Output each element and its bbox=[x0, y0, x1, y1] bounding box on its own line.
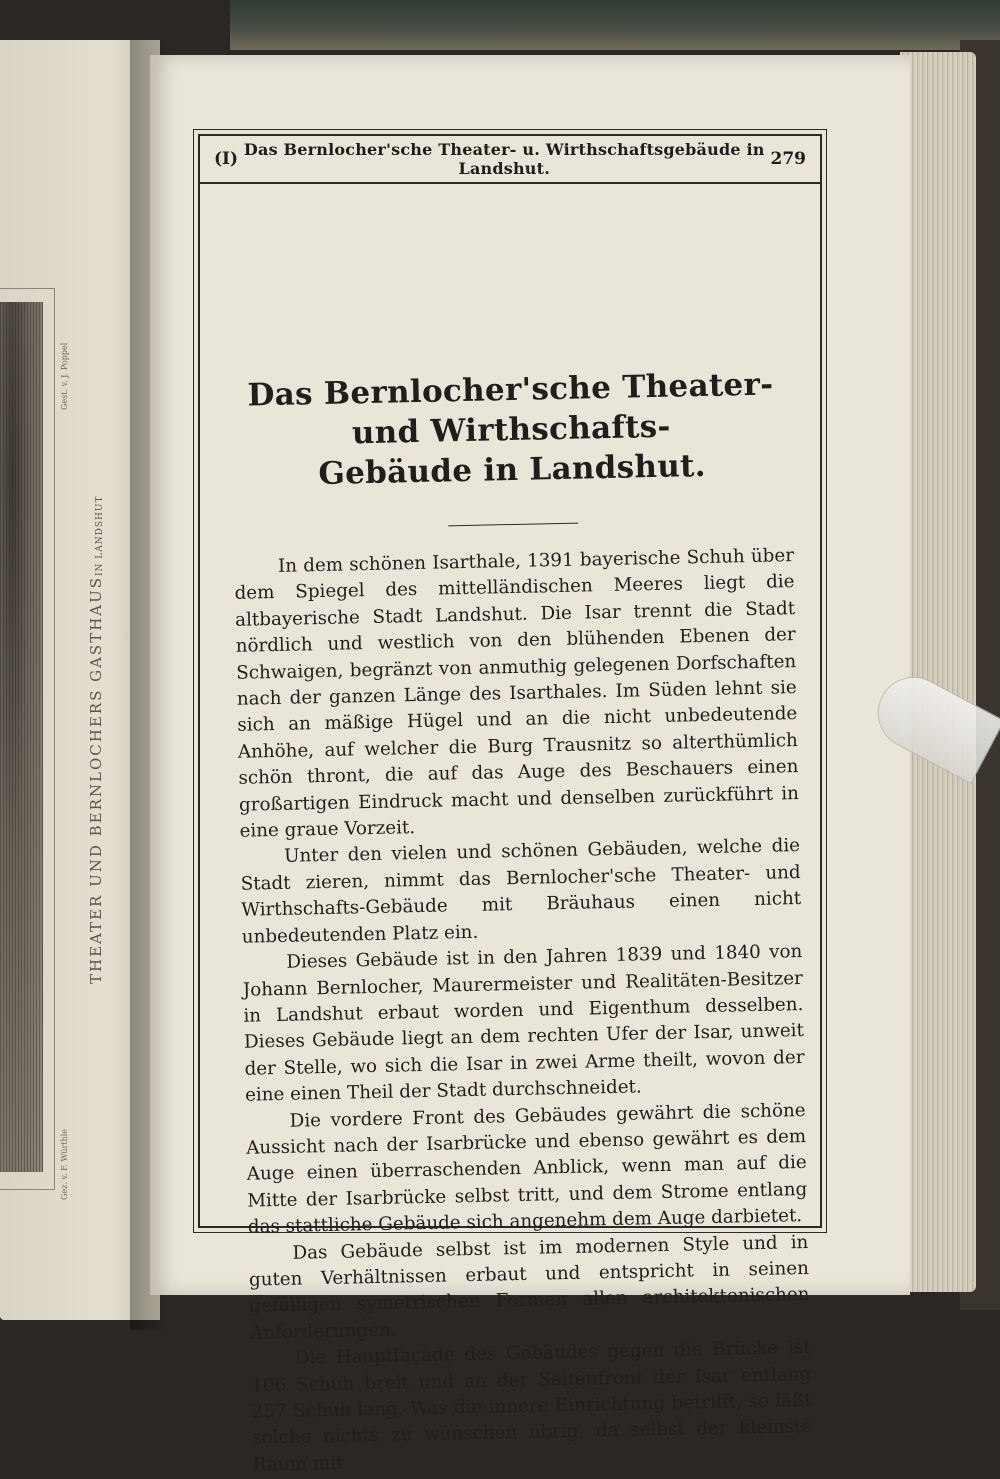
page-number: 279 bbox=[770, 149, 806, 169]
running-head-title: Das Bernlocher'sche Theater- u. Wirthschaftsgebäude in Landshut. bbox=[243, 140, 765, 178]
page-edges bbox=[900, 52, 976, 1292]
paragraph: Unter den vielen und schönen Gebäuden, welche die Stadt zieren, nimmt das Bernlocher'sche Theater- und Wirthschafts-Gebäude mit Bräuhaus einen nicht unbedeutenden Platz ein. bbox=[240, 835, 802, 948]
paragraph: Die vordere Front des Gebäudes gewährt die schöne Aussicht nach der Isarbrücke und ebenso gewährt es dem Auge einen überraschenden Anblick, wenn man auf die Mitte der Isarbrücke selbst tritt, und dem Strome entlang das stattliche Gebäude sich angenehm dem Auge darbietet. bbox=[246, 1099, 808, 1238]
article-title-line1: Das Bernlocher'sche Theater- und Wirthschafts- bbox=[247, 366, 774, 452]
book-top-edge bbox=[230, 0, 1000, 50]
engraver-credit: Gest. v. J. Poppel bbox=[60, 342, 69, 410]
paragraph: In dem schönen Isarthale, 1391 bayerische Schuh über dem Spiegel des mittelländischen Meeres liegt die altbayerische Stadt Landshut. Die Isar trennt die Stadt nördlich und westlich von den blühenden Ebenen der Schwaigen, begränzt von anmuthig gelegenen Dorfschaften nach der ganzen Länge des Isarthales. Im Süden lehnt sie sich an mäßige Hügel und an die nicht unbedeutende Anhöhe, auf welcher die Burg Trausnitz so alterthümlich schön thront, die auf das Auge des Beschauers einen großartigen Eindruck macht und denselben zurückführt in eine graue Vorzeit. bbox=[234, 545, 800, 842]
engraving-image bbox=[0, 302, 43, 1172]
title-rule bbox=[448, 523, 578, 527]
plate-caption-subtitle: IN LANDSHUT bbox=[95, 495, 105, 577]
plate-caption-title: THEATER UND BERNLOCHERS GASTHAUS bbox=[87, 576, 105, 985]
paragraph: Das Gebäude selbst ist im modernen Style und in guten Verhältnissen erbaut und entspricht in seinen gefälligen symetrischen Formen allen architektonischen Anforderungen. bbox=[248, 1231, 810, 1344]
article-title bbox=[230, 364, 792, 496]
paragraph: Dieses Gebäude ist in den Jahren 1839 und 1840 von Johann Bernlocher, Maurermeister und Realitäten-Besitzer in Landshut erbaut worden und Eigenthum desselben. Dieses Gebäude liegt an dem rechten Ufer der Isar, unweit der Stelle, wo sich die Isar in zwei Arme theilt, wovon der eine einen Theil der Stadt durchschneidet. bbox=[242, 941, 805, 1106]
article-body bbox=[230, 364, 813, 1479]
article-title-line2: Gebäude in Landshut. bbox=[317, 447, 707, 493]
drawer-credit: Gez. v. F. Würthle bbox=[60, 1128, 69, 1200]
section-marker: (I) bbox=[214, 149, 239, 169]
running-head bbox=[200, 136, 820, 184]
paragraph: Die Hauptfaçade des Gebäudes gegen die Brücke ist 106 Schuh breit und an der Seitenfront der Isar entlang 257 Schuh lang. Was die innere Einrichtung betrifft, so läßt solche nichts zu wünschen übrig, da selbst der kleinste Raum mit bbox=[250, 1337, 813, 1476]
plate-caption bbox=[76, 480, 116, 1000]
